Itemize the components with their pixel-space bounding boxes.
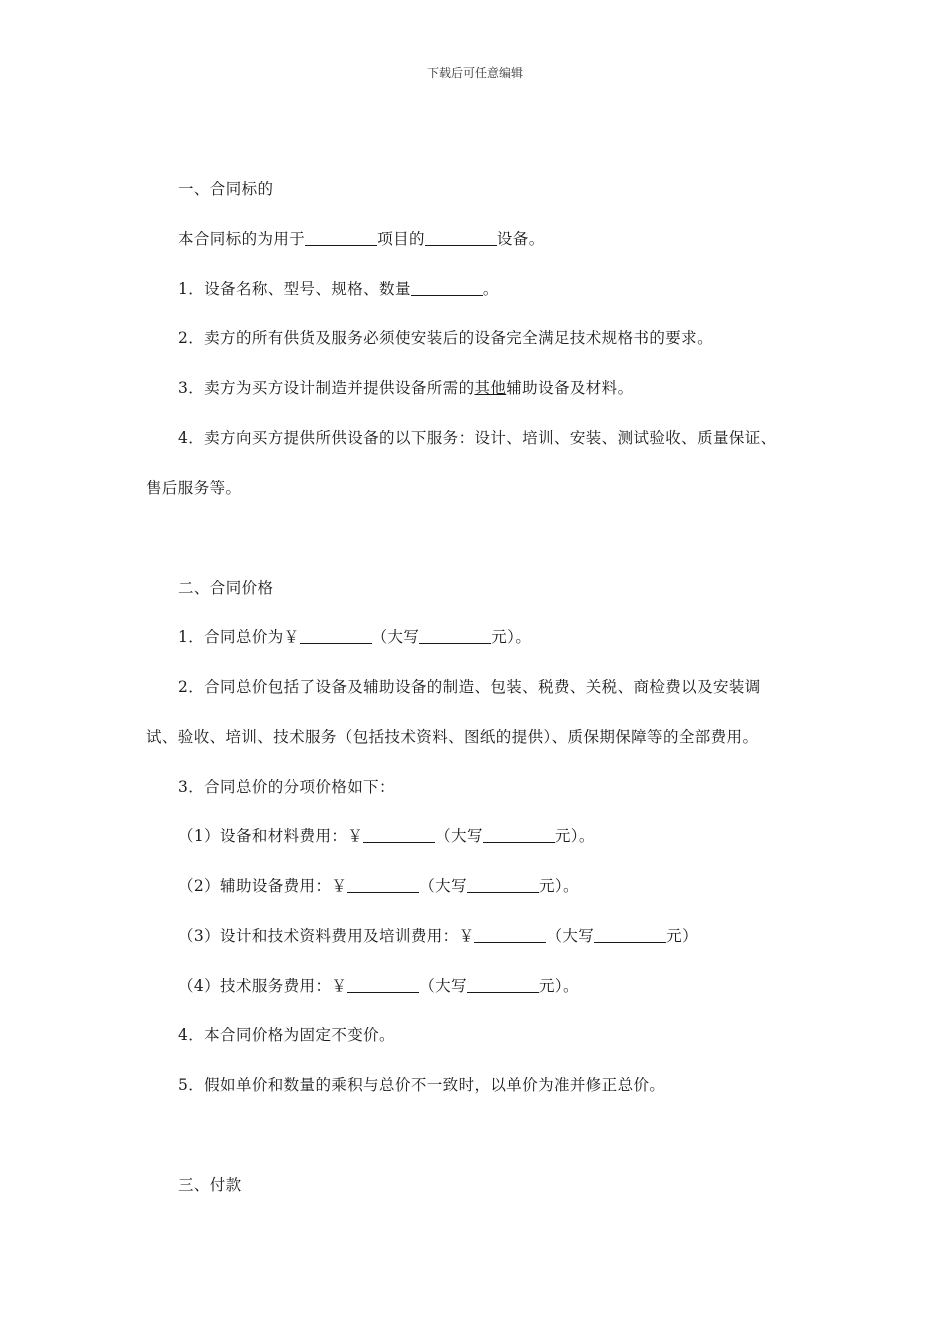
- section1-title: 一、合同标的: [178, 180, 274, 198]
- sub1-label: （1）设备和材料费用：￥: [178, 827, 364, 845]
- section1-item2: 2．卖方的所有供货及服务必须使安装后的设备完全满足技术规格书的要求。: [178, 329, 713, 347]
- equipment-spec-blank: [411, 280, 483, 297]
- sub1-end: 元）。: [554, 827, 595, 845]
- section2-title: 二、合同价格: [178, 579, 274, 597]
- intro-text-1: 本合同标的为用于: [178, 230, 306, 248]
- section1-item4-line2: 售后服务等。: [146, 479, 242, 497]
- section2-item2-line1: 2．合同总价包括了设备及辅助设备的制造、包装、税费、关税、商检费以及安装调: [178, 678, 761, 696]
- total-price-blank: [300, 628, 372, 645]
- sub3-end: 元）: [666, 927, 698, 945]
- section1-item1: [178, 277, 499, 299]
- item3-underlined: 其他: [474, 379, 507, 397]
- sub4-capital-blank: [467, 977, 539, 994]
- sub3-label: （3）设计和技术资料费用及培训费用：￥: [178, 927, 475, 945]
- sub2-capital-label: （大写: [419, 877, 467, 895]
- sub4-end: 元）。: [538, 977, 579, 995]
- section2-item1: [178, 625, 531, 647]
- sub2-end: 元）。: [538, 877, 579, 895]
- sub4-amount-blank: [347, 977, 419, 994]
- sub3-amount-blank: [474, 927, 546, 944]
- item3-text-2: 辅助设备及材料。: [506, 379, 634, 397]
- sub1-capital-label: （大写: [435, 827, 483, 845]
- total-price-capital-blank: [419, 628, 491, 645]
- section2-item2-line2: 试、验收、培训、技术服务（包括技术资料、图纸的提供）、质保期保障等的全部费用。: [146, 728, 759, 746]
- project-name-blank: [305, 230, 377, 247]
- section2-item5: 5．假如单价和数量的乘积与总价不一致时，以单价为准并修正总价。: [178, 1076, 666, 1094]
- section1-item4-line1: 4．卖方向买方提供所供设备的以下服务：设计、培训、安装、测试验收、质量保证、: [178, 429, 777, 447]
- total-price-label: 1．合同总价为￥: [178, 628, 300, 646]
- equipment-name-blank: [425, 230, 497, 247]
- section2-sub2: [178, 874, 579, 896]
- sub1-capital-blank: [483, 827, 555, 844]
- section1-intro: [178, 227, 545, 249]
- sub3-capital-blank: [594, 927, 666, 944]
- section2-sub1: [178, 824, 595, 846]
- item1-text: 1．设备名称、型号、规格、数量: [178, 280, 411, 298]
- sub4-label: （4）技术服务费用：￥: [178, 977, 348, 995]
- item1-end: 。: [482, 280, 499, 298]
- sub4-capital-label: （大写: [419, 977, 467, 995]
- sub1-amount-blank: [363, 827, 435, 844]
- section2-item4: 4．本合同价格为固定不变价。: [178, 1026, 395, 1044]
- intro-text-2: 项目的: [377, 230, 425, 248]
- section2-sub3: [178, 924, 698, 946]
- section3-title: 三、付款: [178, 1176, 242, 1194]
- sub2-amount-blank: [347, 877, 419, 894]
- item3-text-1: 3．卖方为买方设计制造并提供设备所需的: [178, 379, 475, 397]
- total-price-capital-label: （大写: [371, 628, 420, 646]
- section2-item3: 3．合同总价的分项价格如下：: [178, 778, 395, 796]
- intro-text-3: 设备。: [496, 230, 545, 248]
- sub2-label: （2）辅助设备费用：￥: [178, 877, 348, 895]
- sub3-capital-label: （大写: [546, 927, 595, 945]
- sub2-capital-blank: [467, 877, 539, 894]
- total-price-end: 元）。: [491, 628, 532, 646]
- page-header-note: 下载后可任意编辑: [426, 66, 523, 80]
- section1-item3: [178, 376, 633, 398]
- section2-sub4: [178, 974, 579, 996]
